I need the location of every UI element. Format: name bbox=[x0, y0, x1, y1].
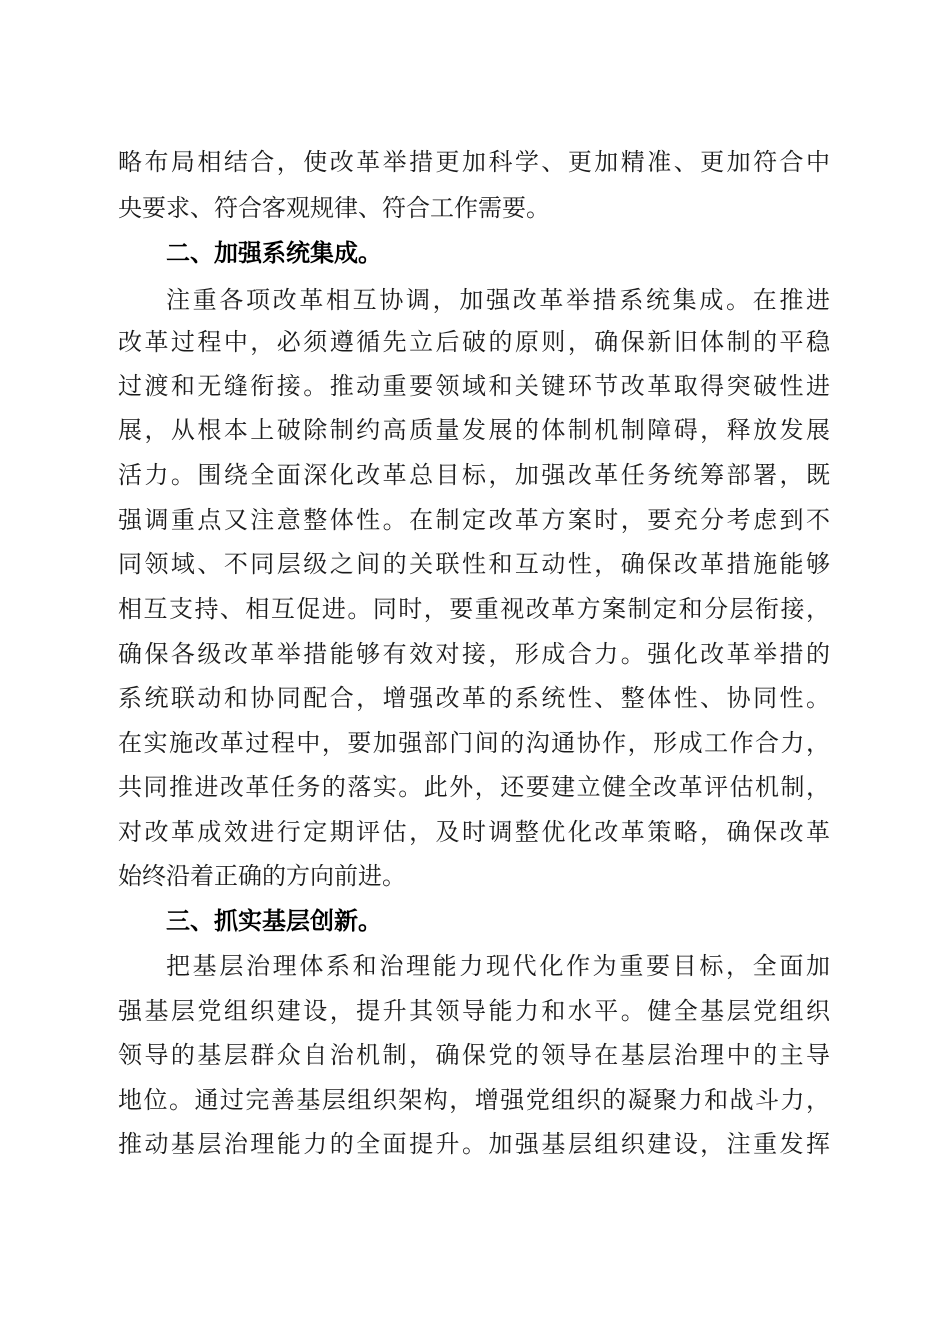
paragraph-line: 把基层治理体系和治理能力现代化作为重要目标，全面加 bbox=[166, 952, 830, 980]
paragraph-line: 共同推进改革任务的落实。此外，还要建立健全改革评估机制， bbox=[118, 773, 830, 801]
section-heading-3: 三、抓实基层创新。 bbox=[166, 907, 382, 935]
paragraph-line: 地位。通过完善基层组织架构，增强党组织的凝聚力和战斗力， bbox=[118, 1086, 830, 1114]
paragraph-line: 央要求、符合客观规律、符合工作需要。 bbox=[118, 194, 550, 222]
paragraph-line: 活力。围绕全面深化改革总目标，加强改革任务统筹部署，既 bbox=[118, 461, 830, 489]
paragraph-line: 强基层党组织建设，提升其领导能力和水平。健全基层党组织 bbox=[118, 997, 830, 1025]
paragraph-line: 系统联动和协同配合，增强改革的系统性、整体性、协同性。 bbox=[118, 684, 830, 712]
paragraph-line: 展，从根本上破除制约高质量发展的体制机制障碍，释放发展 bbox=[118, 416, 830, 444]
paragraph-line: 始终沿着正确的方向前进。 bbox=[118, 862, 406, 890]
paragraph-line: 确保各级改革举措能够有效对接，形成合力。强化改革举措的 bbox=[118, 640, 830, 668]
paragraph-line: 同领域、不同层级之间的关联性和互动性，确保改革措施能够 bbox=[118, 550, 830, 578]
paragraph-line: 对改革成效进行定期评估，及时调整优化改革策略，确保改革 bbox=[118, 818, 830, 846]
paragraph-line: 推动基层治理能力的全面提升。加强基层组织建设，注重发挥 bbox=[118, 1130, 830, 1158]
paragraph-line: 领导的基层群众自治机制，确保党的领导在基层治理中的主导 bbox=[118, 1041, 830, 1069]
paragraph-line: 略布局相结合，使改革举措更加科学、更加精准、更加符合中 bbox=[118, 148, 830, 176]
paragraph-line: 强调重点又注意整体性。在制定改革方案时，要充分考虑到不 bbox=[118, 506, 830, 534]
paragraph-line: 在实施改革过程中，要加强部门间的沟通协作，形成工作合力， bbox=[118, 729, 830, 757]
paragraph-line: 注重各项改革相互协调，加强改革举措系统集成。在推进 bbox=[166, 286, 830, 314]
paragraph-line: 相互支持、相互促进。同时，要重视改革方案制定和分层衔接， bbox=[118, 595, 830, 623]
paragraph-line: 改革过程中，必须遵循先立后破的原则，确保新旧体制的平稳 bbox=[118, 328, 830, 356]
section-heading-2: 二、加强系统集成。 bbox=[166, 239, 382, 267]
paragraph-line: 过渡和无缝衔接。推动重要领域和关键环节改革取得突破性进 bbox=[118, 372, 830, 400]
